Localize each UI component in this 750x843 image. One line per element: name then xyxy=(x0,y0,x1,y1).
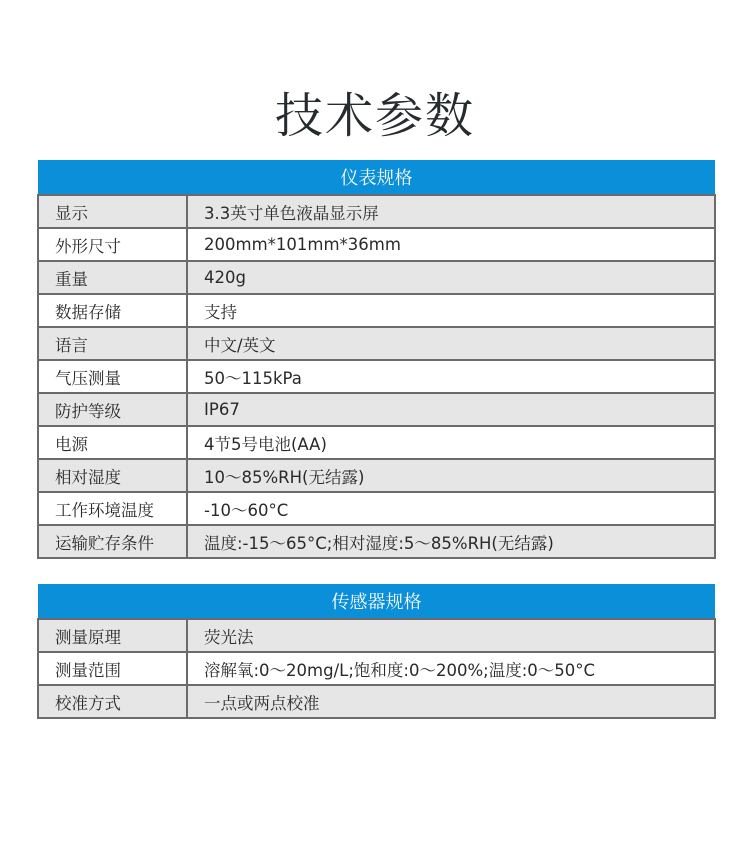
spec-label: 语言 xyxy=(38,327,187,360)
table-row xyxy=(38,228,715,261)
page-title: 技术参数 xyxy=(274,88,475,145)
spec-label: 运输贮存条件 xyxy=(38,525,187,558)
spec-value: 溶解氧:0～20mg/L;饱和度:0～200%;温度:0～50°C xyxy=(187,652,715,685)
table-row xyxy=(38,360,715,393)
spec-label: 电源 xyxy=(38,426,187,459)
table-row xyxy=(38,459,715,492)
spec-value: 中文/英文 xyxy=(187,327,715,360)
sensor-specs-header: 传感器规格 xyxy=(38,584,715,619)
table-row xyxy=(38,261,715,294)
spec-value: 50～115kPa xyxy=(187,360,715,393)
spec-label: 重量 xyxy=(38,261,187,294)
table-row xyxy=(38,393,715,426)
spec-label: 外形尺寸 xyxy=(38,228,187,261)
spec-label: 显示 xyxy=(38,195,187,228)
spec-value: 支持 xyxy=(187,294,715,327)
meter-specs-table xyxy=(37,160,716,559)
spec-value: IP67 xyxy=(187,393,715,426)
table-row xyxy=(38,327,715,360)
table-row xyxy=(38,619,715,652)
spec-label: 测量原理 xyxy=(38,619,187,652)
table-row xyxy=(38,685,715,718)
spec-value: 温度:-15～65°C;相对湿度:5～85%RH(无结露) xyxy=(187,525,715,558)
table-row xyxy=(38,492,715,525)
table-row xyxy=(38,195,715,228)
table-row xyxy=(38,652,715,685)
sensor-specs-table xyxy=(37,584,716,719)
table-row xyxy=(38,426,715,459)
spec-value: 3.3英寸单色液晶显示屏 xyxy=(187,195,715,228)
spec-label: 防护等级 xyxy=(38,393,187,426)
table-header-row xyxy=(38,160,715,195)
spec-value: 荧光法 xyxy=(187,619,715,652)
spec-label: 校准方式 xyxy=(38,685,187,718)
spec-value: 200mm*101mm*36mm xyxy=(187,228,715,261)
spec-value: 420g xyxy=(187,261,715,294)
table-row xyxy=(38,294,715,327)
spec-label: 工作环境温度 xyxy=(38,492,187,525)
spec-label: 相对湿度 xyxy=(38,459,187,492)
meter-specs-header: 仪表规格 xyxy=(38,160,715,195)
spec-value: 4节5号电池(AA) xyxy=(187,426,715,459)
spec-label: 测量范围 xyxy=(38,652,187,685)
spec-value: -10～60°C xyxy=(187,492,715,525)
spec-value: 10～85%RH(无结露) xyxy=(187,459,715,492)
spec-label: 气压测量 xyxy=(38,360,187,393)
spec-value: 一点或两点校准 xyxy=(187,685,715,718)
spec-label: 数据存储 xyxy=(38,294,187,327)
table-header-row xyxy=(38,584,715,619)
table-row xyxy=(38,525,715,558)
